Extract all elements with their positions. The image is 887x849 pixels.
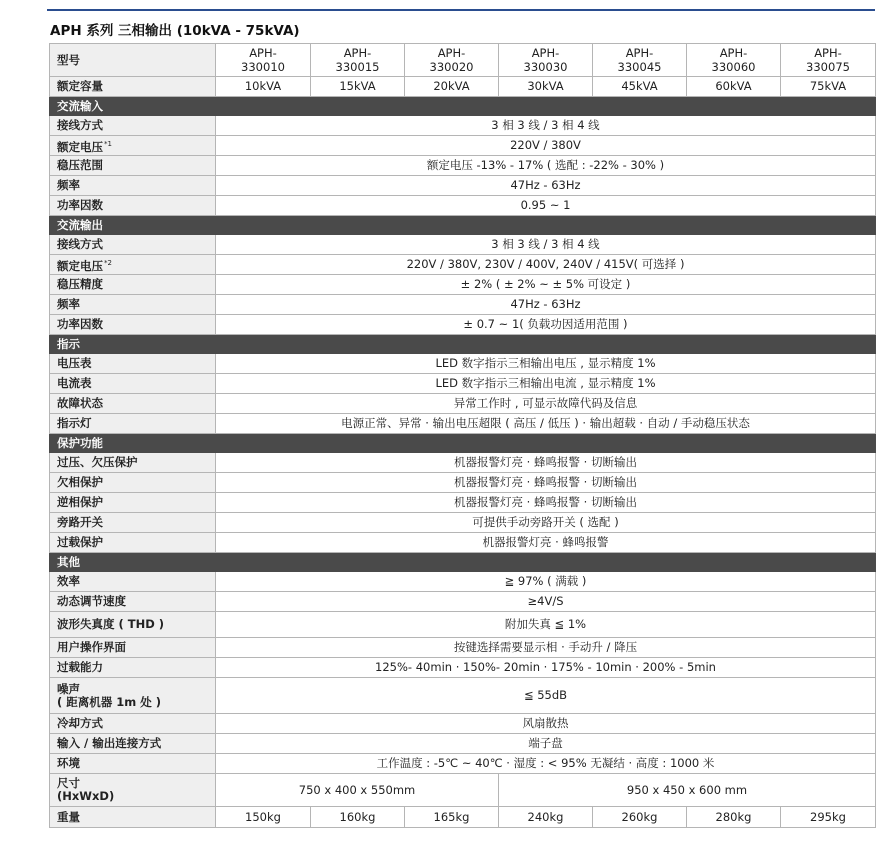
row-label: 稳压范围 xyxy=(50,156,216,176)
capacity-cell: 30kVA xyxy=(499,77,593,97)
section-title: 其他 xyxy=(50,553,876,572)
row-value: 125%- 40min · 150%- 20min · 175% - 10min · 200% - 5min xyxy=(216,658,876,678)
row-label: 过压、欠压保护 xyxy=(50,453,216,473)
row-label: 过载保护 xyxy=(50,533,216,553)
row-label: 型号 xyxy=(50,44,216,77)
capacity-cell: 75kVA xyxy=(781,77,876,97)
section-header-ac-input xyxy=(50,97,876,116)
row-label: 电流表 xyxy=(50,374,216,394)
row-value: LED 数字指示三相输出电流 , 显示精度 1% xyxy=(216,374,876,394)
weight-cell: 280kg xyxy=(687,807,781,828)
section-title: 交流输出 xyxy=(50,216,876,235)
spec-row xyxy=(50,638,876,658)
spec-row xyxy=(50,295,876,315)
row-value: 机器报警灯亮 · 蜂鸣报警 xyxy=(216,533,876,553)
spec-row xyxy=(50,473,876,493)
spec-row xyxy=(50,196,876,216)
spec-row xyxy=(50,156,876,176)
spec-row xyxy=(50,612,876,638)
row-label: 额定电压$^{*2}$ xyxy=(50,255,216,275)
spec-row xyxy=(50,235,876,255)
page-title: APH 系列 三相输出 (10kVA - 75kVA) xyxy=(50,23,300,39)
row-value: 220V / 380V, 230V / 400V, 240V / 415V( 可选择 ) xyxy=(216,255,876,275)
row-label: 重量 xyxy=(50,807,216,828)
spec-row xyxy=(50,315,876,335)
spec-row xyxy=(50,533,876,553)
weight-cell: 295kg xyxy=(781,807,876,828)
row-value: ± 2% ( ± 2% ~ ± 5% 可设定 ) xyxy=(216,275,876,295)
model-cell: APH- 330075 xyxy=(781,44,876,77)
model-cell: APH- 330060 xyxy=(687,44,781,77)
spec-row xyxy=(50,136,876,156)
row-label: 频率 xyxy=(50,176,216,196)
row-label: 功率因数 xyxy=(50,196,216,216)
row-value: 工作温度 : -5℃ ~ 40℃ · 湿度 : < 95% 无凝结 · 高度 : 1000 米 xyxy=(216,754,876,774)
model-cell: APH- 330030 xyxy=(499,44,593,77)
row-value: ≧ 97% ( 满载 ) xyxy=(216,572,876,592)
row-value: 47Hz - 63Hz xyxy=(216,295,876,315)
row-value: 端子盘 xyxy=(216,734,876,754)
section-title: 指示 xyxy=(50,335,876,354)
capacity-cell: 60kVA xyxy=(687,77,781,97)
row-value: 风扇散热 xyxy=(216,714,876,734)
section-header-ac-output xyxy=(50,216,876,235)
spec-row xyxy=(50,255,876,275)
row-label: 效率 xyxy=(50,572,216,592)
spec-row xyxy=(50,116,876,136)
row-label: 波形失真度 ( THD ) xyxy=(50,612,216,638)
capacity-cell: 45kVA xyxy=(593,77,687,97)
row-value: 3 相 3 线 / 3 相 4 线 xyxy=(216,235,876,255)
dimension-value: 950 x 450 x 600 mm xyxy=(499,774,876,807)
row-value: 0.95 ~ 1 xyxy=(216,196,876,216)
row-label: 指示灯 xyxy=(50,414,216,434)
row-value: 220V / 380V xyxy=(216,136,876,156)
row-label: 用户操作界面 xyxy=(50,638,216,658)
row-value: ≥4V/S xyxy=(216,592,876,612)
row-value: ± 0.7 ~ 1( 负载功因适用范围 ) xyxy=(216,315,876,335)
row-label: 额定电压$^{*1}$ xyxy=(50,136,216,156)
spec-row xyxy=(50,414,876,434)
section-header-protection xyxy=(50,434,876,453)
model-cell: APH- 330020 xyxy=(405,44,499,77)
spec-row xyxy=(50,754,876,774)
section-header-indicators xyxy=(50,335,876,354)
weight-cell: 240kg xyxy=(499,807,593,828)
row-label: 旁路开关 xyxy=(50,513,216,533)
row-label: 噪声 ( 距离机器 1m 处 ) xyxy=(50,678,216,714)
section-header-other xyxy=(50,553,876,572)
row-value: 机器报警灯亮 · 蜂鸣报警 · 切断输出 xyxy=(216,493,876,513)
footnote-mark: *1 xyxy=(104,139,112,148)
row-value: 47Hz - 63Hz xyxy=(216,176,876,196)
spec-row xyxy=(50,275,876,295)
row-label: 额定容量 xyxy=(50,77,216,97)
weight-cell: 150kg xyxy=(216,807,311,828)
weight-cell: 165kg xyxy=(405,807,499,828)
capacity-cell: 15kVA xyxy=(311,77,405,97)
weight-cell: 260kg xyxy=(593,807,687,828)
row-label: 电压表 xyxy=(50,354,216,374)
row-label: 冷却方式 xyxy=(50,714,216,734)
capacity-cell: 20kVA xyxy=(405,77,499,97)
row-value: 附加失真 ≦ 1% xyxy=(216,612,876,638)
section-title: 交流输入 xyxy=(50,97,876,116)
row-value: 3 相 3 线 / 3 相 4 线 xyxy=(216,116,876,136)
weight-row xyxy=(50,807,876,828)
top-rule xyxy=(47,9,875,11)
row-value: 异常工作时 , 可显示故障代码及信息 xyxy=(216,394,876,414)
row-value: 按键选择需要显示相 · 手动升 / 降压 xyxy=(216,638,876,658)
spec-row xyxy=(50,592,876,612)
row-label: 动态调节速度 xyxy=(50,592,216,612)
model-cell: APH- 330045 xyxy=(593,44,687,77)
row-value: LED 数字指示三相输出电压 , 显示精度 1% xyxy=(216,354,876,374)
spec-row xyxy=(50,714,876,734)
spec-row xyxy=(50,453,876,473)
spec-row xyxy=(50,774,876,807)
spec-row xyxy=(50,374,876,394)
spec-row xyxy=(50,678,876,714)
spec-row xyxy=(50,513,876,533)
row-label: 输入 / 输出连接方式 xyxy=(50,734,216,754)
row-label: 稳压精度 xyxy=(50,275,216,295)
row-label: 过载能力 xyxy=(50,658,216,678)
footnote-mark: *2 xyxy=(104,258,112,267)
row-label: 接线方式 xyxy=(50,235,216,255)
dimension-value: 750 x 400 x 550mm xyxy=(216,774,499,807)
capacity-cell: 10kVA xyxy=(216,77,311,97)
spec-row xyxy=(50,354,876,374)
model-row xyxy=(50,44,876,77)
row-label: 频率 xyxy=(50,295,216,315)
row-value: 额定电压 -13% - 17% ( 选配 : -22% - 30% ) xyxy=(216,156,876,176)
spec-row xyxy=(50,176,876,196)
row-label: 接线方式 xyxy=(50,116,216,136)
row-label: 欠相保护 xyxy=(50,473,216,493)
model-cell: APH- 330010 xyxy=(216,44,311,77)
row-label: 逆相保护 xyxy=(50,493,216,513)
row-label: 功率因数 xyxy=(50,315,216,335)
capacity-row xyxy=(50,77,876,97)
weight-cell: 160kg xyxy=(311,807,405,828)
row-value: 电源正常、异常 · 输出电压超限 ( 高压 / 低压 ) · 输出超载 · 自动 / 手动稳压状态 xyxy=(216,414,876,434)
row-value: ≦ 55dB xyxy=(216,678,876,714)
row-label: 故障状态 xyxy=(50,394,216,414)
row-label: 尺寸 (HxWxD) xyxy=(50,774,216,807)
row-value: 机器报警灯亮 · 蜂鸣报警 · 切断输出 xyxy=(216,453,876,473)
spec-row xyxy=(50,734,876,754)
row-label: 环境 xyxy=(50,754,216,774)
spec-row xyxy=(50,572,876,592)
spec-row xyxy=(50,658,876,678)
spec-row xyxy=(50,493,876,513)
row-value: 机器报警灯亮 · 蜂鸣报警 · 切断输出 xyxy=(216,473,876,493)
spec-table xyxy=(49,43,876,828)
row-value: 可提供手动旁路开关 ( 选配 ) xyxy=(216,513,876,533)
spec-row xyxy=(50,394,876,414)
section-title: 保护功能 xyxy=(50,434,876,453)
model-cell: APH- 330015 xyxy=(311,44,405,77)
